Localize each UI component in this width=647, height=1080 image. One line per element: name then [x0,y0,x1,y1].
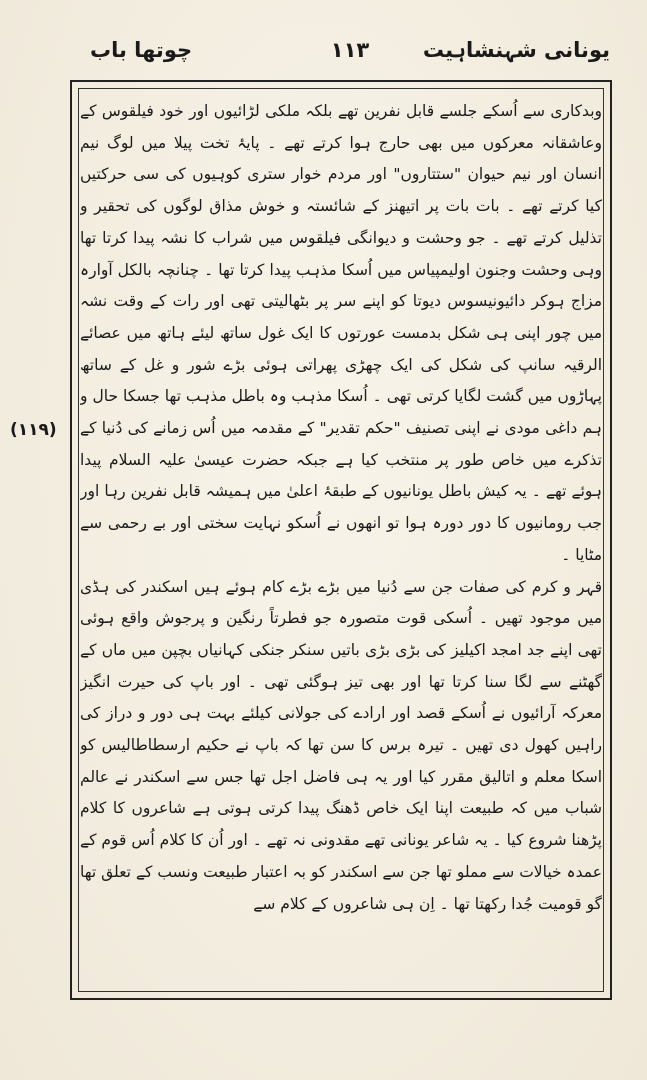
page-header [90,38,610,72]
body-text [80,96,602,986]
chapter-label: چوتھا باب [90,38,193,62]
paragraph-1: وبدکاری سے اُسکے جلسے قابل نفرین تھے بلکہ ملکی لڑائیوں اور خود فیلقوس کے وعاشقانہ معرکوں میں بھی حارج ہوا کرتے تھے ۔ پایۂ تخت پیلا میں لوگ نیم انسان اور نیم حیوان "ستتاروں" اور مردم خوار ستری کوہیوں کی سی حرکتیں کیا کرتے تھے ۔ بات بات پر اتیھنز کے شائستہ و خوش مذاق لوگوں کی تحقیر و تذلیل کرتے تھے ۔ جو وحشت و دیوانگی فیلقوس میں شراب کا نشہ پیدا کرتا تھا وہی وحشت وجنون اولیمپیاس میں اُسکا مذہب پیدا کرتا تھا ۔ چنانچہ بالکل آوارہ مزاج ہوکر دائیونیسوس دیوتا کو اپنے سر پر بٹھالیتی تھی اور رات کے وقت نشہ میں چور اپنی ہی شکل بدمست عورتوں کا ایک غول ساتھ لیئے ہاتھ میں عصائے الرقیہ سانپ کی شکل کی ایک چھڑی پھراتی ہوئی بڑے شور و غل کے ساتھ پہاڑوں میں گشت لگایا کرتی تھی ۔ اُسکا مذہب وہ باطل مذہب تھا جسکا حال و ہم داغی مودی نے اپنی تصنیف "حکم تقدیر" کے مقدمہ میں اُس زمانے کی دُنیا کے تذکرے میں خاص طور پر منتخب کیا ہے جبکہ حضرت عیسیٰ علیہ السلام پیدا ہوئے تھے ۔ یہ کیش باطل یونانیوں کے طبقۂ اعلیٰ میں ہمیشہ قابل نفرین رہا اور جب رومانیوں کا دور دورہ ہوا تو انھوں نے اُسکو نہایت سختی اور بے رحمی سے مٹایا ۔ [80,102,602,564]
book-title: یونانی شہنشاہیت [422,38,610,62]
page-number: ۱۱۳ [330,38,370,62]
paragraph-2: قہر و کرم کی صفات جن سے دُنیا میں بڑے بڑے کام ہوئے ہیں اسکندر کی ہڈی میں موجود تھیں ۔ اُسکی قوت متصورہ جو فطرتاً رنگین و پرجوش واقع ہوئی تھی اپنے جد امجد اکیلیز کی بڑی بڑی باتیں سنکر جنکی کہانیاں بچپن میں ماں کے گھٹنے سے لگا سنا کرتا تھا اور بھی تیز ہوگئی تھی ۔ اور باپ کی حیرت انگیز معرکہ آرائیوں نے اُسکے قصد اور ارادے کی جولانی کیلئے بہت ہی دور و دراز کی راہیں کھول دی تھیں ۔ تیرہ برس کا سن تھا کہ باپ نے حکیم ارسطاطالیس کو اسکا معلم و اتالیق مقرر کیا اور یہ ہی فاضل اجل تھا جس سے اسکندر نے عالم شباب میں کہ طبیعت اپنا ایک خاص ڈھنگ پیدا کرتی ہوتی ہے شاعروں کا کلام پڑھنا شروع کیا ۔ یہ شاعر یونانی تھے مقدونی نہ تھے ۔ اور اُن کا کلام اُس قوم کے عمدہ خیالات سے مملو تھا جن سے اسکندر کو بہ اعتبار طبیعت ونسب کے تعلق تھا گو قومیت جُدا رکھتا تھا ۔ اِن ہی شاعروں کے کلام سے [80,577,602,913]
margin-note: (۱۱۹) [10,420,57,440]
